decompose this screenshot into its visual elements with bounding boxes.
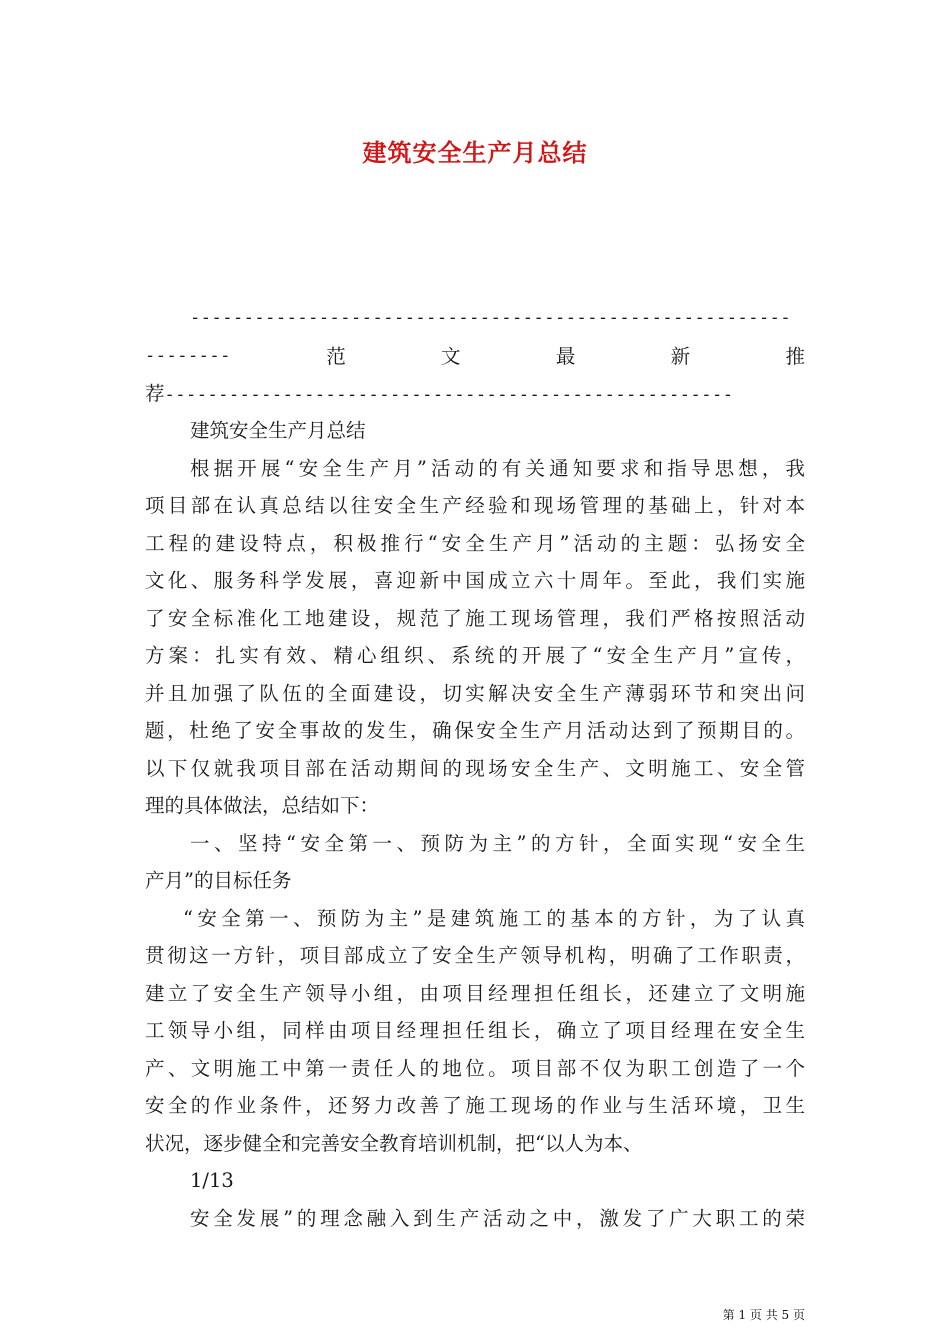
text-line: 根据开展“安全生产月”活动的有关通知要求和指导思想，我 bbox=[190, 457, 805, 480]
banner-dashes-bottom: ----------------------------------------------------- bbox=[164, 385, 734, 405]
banner-char: 推 bbox=[785, 345, 805, 368]
banner-char: 最 bbox=[555, 345, 576, 368]
text-line: 题，杜绝了安全事故的发生，确保安全生产月活动达到了预期目的。 bbox=[145, 719, 805, 742]
text-line: 并且加强了队伍的全面建设，切实解决安全生产薄弱环节和突出问 bbox=[145, 682, 805, 705]
text-line: 以下仅就我项目部在活动期间的现场安全生产、文明施工、安全管 bbox=[145, 757, 805, 780]
text-line: 建立了安全生产领导小组，由项目经理担任组长，还建立了文明施 bbox=[145, 982, 805, 1005]
page-marker: 1/13 bbox=[190, 1169, 234, 1192]
text-line: 工领导小组，同样由项目经理担任组长，确立了项目经理在安全生 bbox=[145, 1019, 805, 1042]
banner-char: 新 bbox=[670, 345, 691, 368]
banner-dashes-top: -------------------------------------------------------- bbox=[190, 308, 792, 328]
section-heading: 一、坚持“安全第一、预防为主”的方针，全面实现“安全生 bbox=[190, 832, 805, 855]
banner-char: 范 bbox=[326, 345, 346, 368]
text-line: 贯彻这一方针，项目部成立了安全生产领导机构，明确了工作职责， bbox=[145, 944, 805, 967]
text-line: 状况，逐步健全和完善安全教育培训机制，把“以人为本、 bbox=[145, 1132, 643, 1155]
text-line: 工程的建设特点，积极推行“安全生产月”活动的主题：弘扬安全 bbox=[145, 532, 805, 555]
banner-row-bottom bbox=[145, 375, 805, 413]
banner-row bbox=[145, 338, 805, 376]
text-line: 安全发展”的理念融入到生产活动之中，激发了广大职工的荣 bbox=[190, 1207, 805, 1230]
page-footer: 第 1 页 共 5 页 bbox=[722, 1308, 805, 1322]
text-line: 产、文明施工中第一责任人的地位。项目部不仅为职工创造了一个 bbox=[145, 1057, 805, 1080]
banner-last-char: 荐 bbox=[145, 382, 165, 405]
document-title: 建筑安全生产月总结 bbox=[362, 138, 588, 167]
text-line: “安全第一、预防为主”是建筑施工的基本的方针，为了认真 bbox=[183, 907, 805, 930]
text-line: 文化、服务科学发展，喜迎新中国成立六十周年。至此，我们实施 bbox=[145, 569, 805, 592]
text-line: 项目部在认真总结以往安全生产经验和现场管理的基础上，针对本 bbox=[145, 494, 805, 517]
text-line: 了安全标准化工地建设，规范了施工现场管理，我们严格按照活动 bbox=[145, 607, 805, 630]
banner-dashes-left: -------- bbox=[145, 346, 231, 366]
text-line: 安全的作业条件，还努力改善了施工现场的作业与生活环境，卫生 bbox=[145, 1094, 805, 1117]
text-line: 建筑安全生产月总结 bbox=[190, 419, 366, 442]
banner-char: 文 bbox=[441, 345, 461, 368]
section-heading: 产月”的目标任务 bbox=[145, 869, 292, 892]
text-line: 方案：扎实有效、精心组织、系统的开展了“安全生产月”宣传， bbox=[145, 644, 805, 667]
text-line: 理的具体做法，总结如下： bbox=[145, 794, 380, 817]
